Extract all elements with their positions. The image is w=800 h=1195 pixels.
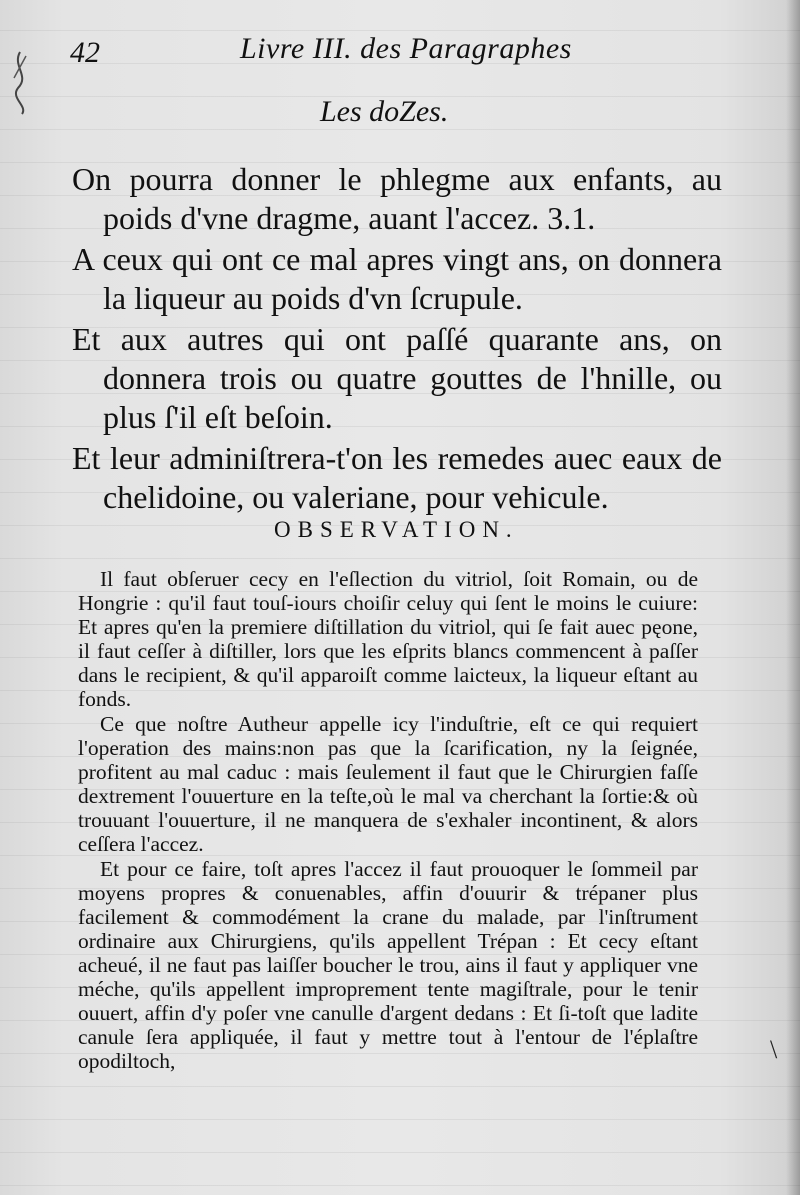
- observation-paragraph: Il faut obſeruer cecy en l'eſlection du vitriol, ſoit Romain, ou de Hongrie : qu'il faut touſ-iours choiſir celuy qui ſent le moins le cuiure: Et apres qu'en la premiere diſtillation du vitriol, qui ſe fait auec pęone, il faut ceſſer à diſtiller, lors que les eſprits blancs commencent à paſſer dans le recipient, & qu'il apparoiſt comme laicteux, la liqueur eſtant au fonds.: [78, 567, 698, 711]
- dosage-item: Et leur adminiſtrera-t'on les remedes auec eaux de chelidoine, ou valeriane, pour vehicule.: [72, 440, 722, 515]
- dosage-item: Et aux autres qui ont paſſé quarante ans, on donnera trois ou quatre gouttes de l'hnille, ou plus ſ'il eſt beſoin.: [72, 321, 722, 435]
- running-title: Livre III. des Paragraphes: [240, 32, 572, 65]
- observation-paragraph: Ce que noſtre Autheur appelle icy l'induſtrie, eſt ce qui requiert l'operation des mains:non pas que la ſcarification, ny la ſeignée, profitent au mal caduc : mais ſeulement il faut que le Chirurgien faſſe dextrement l'ouuerture en la teſte,où le mal va cherchant la ſortie:& où trouuant l'ouuerture, il ne manquera de s'exhaler incontinent, & alors ceſſera l'accez.: [78, 712, 698, 856]
- observation-body: [78, 567, 698, 1074]
- dosage-item: On pourra donner le phlegme aux enfants, au poids d'vne dragme, auant l'accez. 3.1.: [72, 161, 722, 236]
- page-edge-shadow: [786, 0, 800, 1195]
- page-number: 42: [70, 36, 100, 69]
- section-title: Les doZes.: [320, 95, 449, 128]
- observation-paragraph: Et pour ce faire, toſt apres l'accez il faut prouoquer le ſommeil par moyens propres & conuenables, affin d'ouurir & trépaner plus facilement & commodément la crane du malade, par l'inſtrument ordinaire aux Chirurgiens, qu'ils appellent Trépan : Et cecy eſtant acheué, il ne faut pas laiſſer boucher le trou, ains il faut y appliquer vne méche, qu'ils appellent improprement tente magiſtrale, pour le tenir ouuert, affin d'y poſer vne canulle d'argent dedans : Et ſi-toſt que ladite canule ſera appliquée, il faut y mettre tout à l'entour de l'éplaſtre opodiltoch,: [78, 857, 698, 1073]
- dosage-list: [72, 160, 722, 519]
- dosage-item: A ceux qui ont ce mal apres vingt ans, on donnera la liqueur au poids d'vn ſcrupule.: [72, 241, 722, 316]
- margin-doodle-icon: [8, 48, 38, 118]
- observation-heading: OBSERVATION.: [274, 517, 519, 542]
- margin-tick-icon: \: [770, 1035, 778, 1064]
